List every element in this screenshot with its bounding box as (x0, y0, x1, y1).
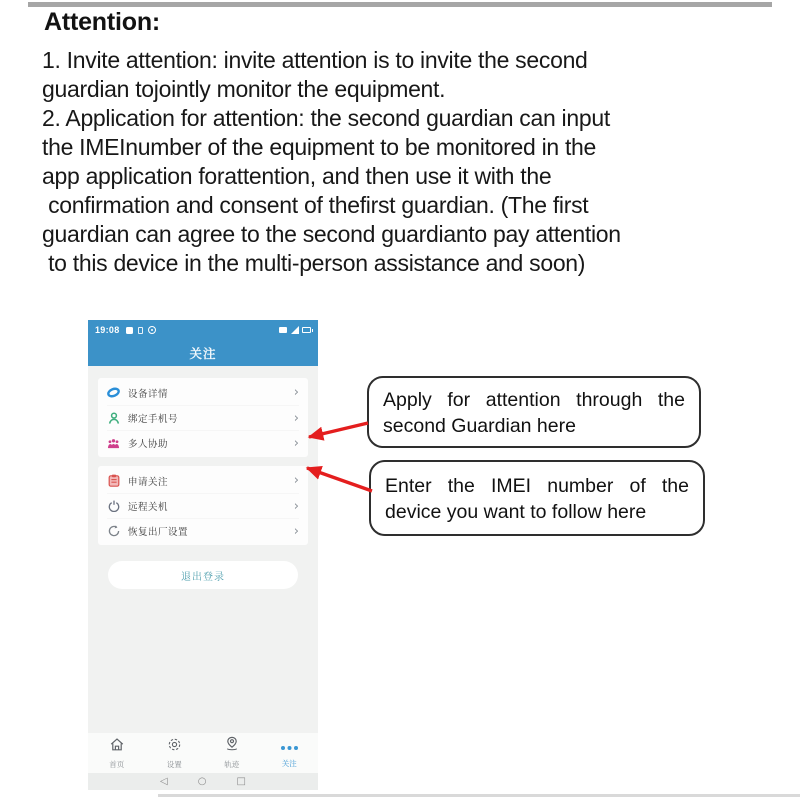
menu-item-apply-attention[interactable] (107, 468, 299, 493)
instruction-line: 1. Invite attention: invite attention is to invite the second (42, 47, 588, 73)
apply-attention-icon (107, 474, 120, 487)
signal-icon (290, 326, 299, 334)
attention-heading: Attention: (44, 8, 161, 36)
chevron-right-icon: › (293, 385, 299, 400)
status-time: 19:08 (95, 325, 120, 335)
callout-apply-attention (367, 376, 701, 448)
sim-icon (138, 327, 143, 334)
tab-label: 关注 (281, 758, 297, 768)
instruction-line: confirmation and consent of thefirst guardian. (The first (42, 192, 589, 218)
android-nav-bar (88, 773, 318, 790)
bottom-divider (158, 794, 800, 797)
instruction-line: guardian tojointly monitor the equipment. (42, 76, 446, 102)
android-back-button[interactable]: ◁ (160, 775, 168, 787)
logout-button[interactable]: 退出登录 (108, 561, 298, 589)
device-details-icon (107, 386, 120, 399)
chevron-right-icon: › (293, 435, 299, 451)
tab-label: 首页 (109, 759, 125, 769)
instruction-line: app application forattention, and then use it with the (42, 163, 552, 189)
instruction-line: the IMEInumber of the equipment to be monitored in the (42, 134, 597, 160)
tab-bar (88, 733, 318, 773)
menu-item-remote-shutdown[interactable] (107, 493, 299, 518)
menu-item-label: 绑定手机号 (128, 414, 179, 425)
menu-card-2 (98, 466, 308, 545)
menu-item-label: 恢复出厂设置 (128, 527, 189, 538)
remote-shutdown-icon (107, 500, 120, 513)
battery-icon (302, 327, 311, 333)
menu-item-label: 多人协助 (128, 439, 169, 450)
app-header-title: 关注 (189, 346, 217, 361)
tab-settings[interactable] (146, 737, 204, 770)
status-bar (88, 320, 318, 340)
top-divider (28, 2, 772, 7)
tab-attention[interactable] (261, 738, 319, 769)
phone-screenshot (88, 320, 318, 790)
menu-card-1 (98, 378, 308, 457)
home-icon (109, 737, 125, 757)
callout-text: Apply for attention through the second Guardian here (383, 389, 685, 437)
menu-item-label: 申请关注 (128, 476, 169, 488)
tab-label: 设置 (166, 759, 182, 769)
menu-item-label: 设备详情 (128, 388, 169, 400)
instruction-line: to this device in the multi-person assistance and soon) (42, 250, 586, 276)
settings-content (88, 366, 318, 589)
settings-gear-icon (167, 737, 182, 757)
screen-record-icon (148, 326, 156, 334)
chevron-right-icon: › (293, 523, 299, 539)
menu-item-device-details[interactable] (107, 380, 299, 405)
callout-text: Enter the IMEI number of the device you want to follow here (385, 475, 689, 523)
instruction-line: guardian can agree to the second guardianto pay attention (42, 221, 621, 247)
tab-track[interactable] (203, 736, 261, 770)
app-header (88, 320, 318, 366)
menu-item-factory-reset[interactable] (107, 518, 299, 543)
more-dots-icon (280, 738, 299, 756)
bind-phone-icon (107, 412, 120, 425)
track-pin-icon (225, 736, 239, 757)
factory-reset-icon (107, 525, 120, 538)
instruction-line: 2. Application for attention: the second guardian can input (42, 105, 610, 131)
android-recents-button[interactable]: □ (236, 775, 246, 787)
message-icon (279, 327, 287, 333)
notification-icon (126, 327, 133, 334)
tab-label: 轨迹 (224, 760, 240, 769)
multi-person-assist-icon (107, 437, 120, 450)
chevron-right-icon: › (293, 498, 299, 514)
menu-item-bind-phone[interactable] (107, 405, 299, 430)
callout-enter-imei (369, 460, 705, 536)
menu-item-multi-person-assist[interactable] (107, 430, 299, 455)
chevron-right-icon: › (293, 410, 299, 426)
menu-item-label: 远程关机 (128, 502, 169, 513)
android-home-button[interactable]: ○ (197, 775, 207, 787)
tab-home[interactable] (88, 737, 146, 770)
chevron-right-icon: › (293, 473, 299, 488)
instructions-text (42, 46, 742, 278)
